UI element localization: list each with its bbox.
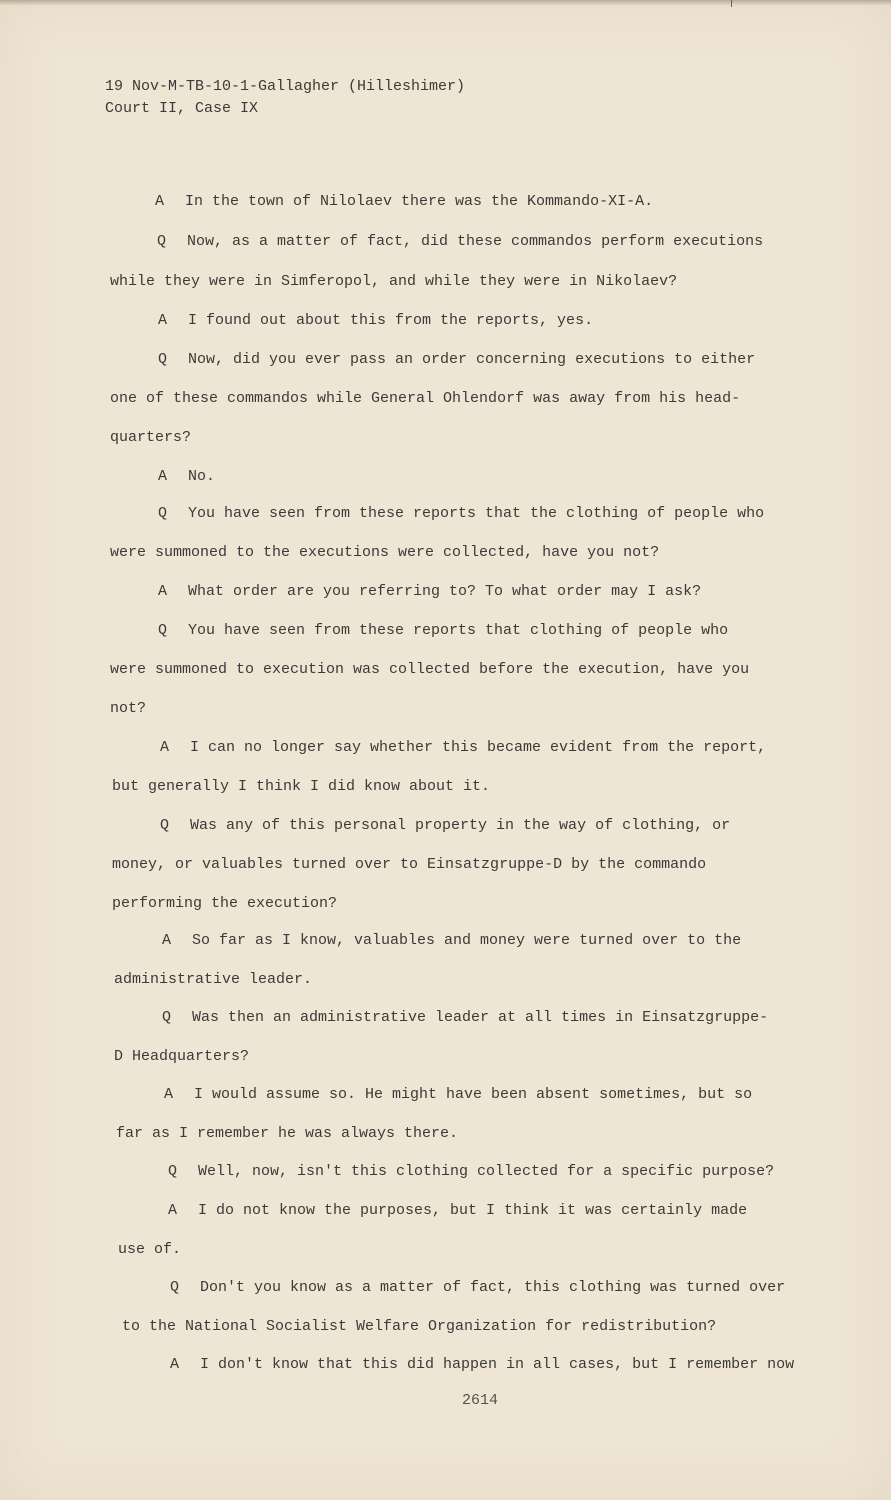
line-text: were summoned to execution was collected before the execution, have you [110, 661, 750, 678]
transcript-line [110, 389, 740, 409]
line-text: So far as I know, valuables and money were turned over to the [192, 932, 742, 949]
transcript-line [158, 582, 701, 602]
page-number: 2614 [462, 1392, 499, 1409]
line-text: I do not know the purposes, but I think it was certainly made [198, 1202, 748, 1219]
transcript-line [114, 1047, 249, 1067]
transcript-line [158, 311, 593, 331]
transcript-line [158, 504, 764, 524]
line-text: I can no longer say whether this became evident from the report, [190, 739, 767, 756]
speaker-label: A [158, 583, 168, 600]
page-top-edge [0, 0, 891, 6]
transcript-line [158, 467, 215, 487]
line-text: In the town of Nilolaev there was the Kommando-XI-A. [185, 193, 654, 210]
line-text: I would assume so. He might have been absent sometimes, but so [194, 1086, 753, 1103]
line-text: Was any of this personal property in the way of clothing, or [190, 817, 731, 834]
transcript-line [168, 1201, 747, 1221]
speaker-label: A [164, 1086, 174, 1103]
speaker-label: Q [160, 817, 170, 834]
line-text: What order are you referring to? To what order may I ask? [188, 583, 702, 600]
transcript-line [164, 1085, 752, 1105]
line-text: were summoned to the executions were collected, have you not? [110, 544, 660, 561]
line-text: No. [188, 468, 216, 485]
speaker-label: A [170, 1356, 180, 1373]
line-text: use of. [118, 1241, 182, 1258]
transcript-line [114, 970, 312, 990]
speaker-label: A [162, 932, 172, 949]
line-text: You have seen from these reports that clothing of people who [188, 622, 729, 639]
header-court-line: Court II, Case IX [105, 100, 259, 117]
line-text: Now, did you ever pass an order concerning executions to either [188, 351, 756, 368]
line-text: I found out about this from the reports, yes. [188, 312, 594, 329]
document-header [105, 76, 465, 120]
line-text: not? [110, 700, 147, 717]
transcript-line [110, 660, 749, 680]
transcript-line [122, 1317, 716, 1337]
line-text: I don't know that this did happen in all cases, but I remember now [200, 1356, 795, 1373]
speaker-label: Q [158, 351, 168, 368]
line-text: far as I remember he was always there. [116, 1125, 459, 1142]
speaker-label: Q [158, 505, 168, 522]
transcript-line [112, 855, 706, 875]
line-text: Was then an administrative leader at all times in Einsatzgruppe- [192, 1009, 769, 1026]
line-text: Don't you know as a matter of fact, this clothing was turned over [200, 1279, 786, 1296]
transcript-line [155, 192, 653, 212]
line-text: D Headquarters? [114, 1048, 250, 1065]
transcript-line [158, 621, 728, 641]
line-text: performing the execution? [112, 895, 338, 912]
line-text: to the National Socialist Welfare Organization for redistribution? [122, 1318, 717, 1335]
speaker-label: A [160, 739, 170, 756]
transcript-line [110, 699, 146, 719]
transcript-line [160, 738, 766, 758]
transcript-line [110, 543, 659, 563]
transcript-line [110, 428, 191, 448]
line-text: money, or valuables turned over to Einsatzgruppe-D by the commando [112, 856, 707, 873]
transcript-line [110, 272, 677, 292]
header-case-line: 19 Nov-M-TB-10-1-Gallagher (Hilleshimer) [105, 78, 466, 95]
line-text: Well, now, isn't this clothing collected for a specific purpose? [198, 1163, 775, 1180]
speaker-label: A [168, 1202, 178, 1219]
speaker-label: A [155, 193, 165, 210]
speaker-label: A [158, 312, 168, 329]
line-text: while they were in Simferopol, and while they were in Nikolaev? [110, 273, 678, 290]
speaker-label: A [158, 468, 168, 485]
speaker-label: Q [168, 1163, 178, 1180]
transcript-line [116, 1124, 458, 1144]
transcript-line [157, 232, 763, 252]
speaker-label: Q [162, 1009, 172, 1026]
transcript-line [168, 1162, 774, 1182]
transcript-line [112, 894, 337, 914]
line-text: You have seen from these reports that the clothing of people who [188, 505, 765, 522]
line-text: quarters? [110, 429, 192, 446]
transcript-line [158, 350, 755, 370]
transcript-line [112, 777, 490, 797]
speaker-label: Q [170, 1279, 180, 1296]
transcript-line [162, 931, 741, 951]
page-edge-mark [731, 0, 732, 7]
transcript-line [162, 1008, 768, 1028]
line-text: Now, as a matter of fact, did these commandos perform executions [187, 233, 764, 250]
transcript-line [118, 1240, 181, 1260]
line-text: but generally I think I did know about it. [112, 778, 491, 795]
transcript-line [160, 816, 730, 836]
speaker-label: Q [158, 622, 168, 639]
speaker-label: Q [157, 233, 167, 250]
line-text: one of these commandos while General Ohlendorf was away from his head- [110, 390, 741, 407]
transcript-line [170, 1355, 794, 1375]
line-text: administrative leader. [114, 971, 313, 988]
transcript-line [170, 1278, 785, 1298]
